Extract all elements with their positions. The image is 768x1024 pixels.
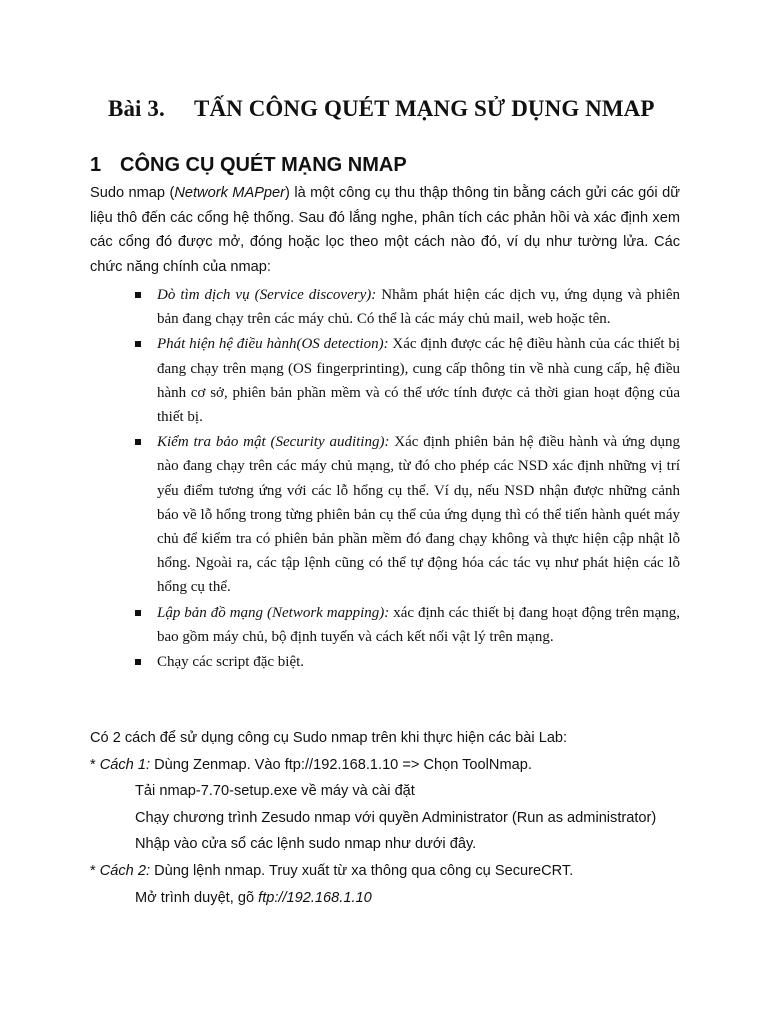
intro-text-1: Sudo nmap ( — [90, 185, 175, 201]
square-bullet-icon — [135, 292, 141, 298]
square-bullet-icon — [135, 439, 141, 445]
method-1-prefix: * — [90, 756, 100, 773]
list-item-text: Chạy các script đặc biệt. — [157, 654, 305, 671]
method-1-step: Nhập vào cửa sổ các lệnh sudo nmap như dưới đây. — [135, 836, 477, 853]
intro-paragraph — [90, 181, 680, 279]
section-title: CÔNG CỤ QUÉT MẠNG NMAP — [120, 154, 407, 176]
method-1-step: Chạy chương trình Zesudo nmap với quyền Administrator (Run as administrator) — [135, 809, 657, 826]
list-item — [0, 283, 680, 331]
lesson-title-text: TẤN CÔNG QUÉT MẠNG SỬ DỤNG NMAP — [194, 96, 655, 121]
list-item — [0, 650, 680, 674]
lesson-number: Bài 3. — [108, 96, 165, 121]
list-item — [0, 332, 680, 429]
intro-text-2: ) là một công cụ thu thập thông tin bằng cách gửi các gói dữ liệu thô đến các cổng hệ thống. Sau đó lắng nghe, phân tích các phản hồi và xác định xem các cổng đó được mở, đóng hoặc lọc theo một cách nào đó, ví dụ như tường lửa. Các chức năng chính của nmap: — [90, 185, 680, 275]
method-2 — [90, 858, 710, 885]
list-item-term: Lập bản đồ mạng (Network mapping): — [157, 604, 390, 621]
usage-section — [90, 725, 710, 911]
method-1-step: Tải nmap-7.70-setup.exe về máy và cài đặt — [135, 783, 415, 800]
list-item-term: Dò tìm dịch vụ (Service discovery): — [157, 287, 377, 303]
list-item-text: Xác định phiên bản hệ điều hành và ứng dụng nào đang chạy trên các máy chủ mạng, từ đó cho phép các NSD xác định những vị trí yếu điểm tương ứng với các lỗ hổng cụ thể. Ví dụ, nếu NSD nhận được những cảnh báo về lỗ hổng trong từng phiên bản cụ thể của ứng dụng thì có thể tiến hành quét máy chủ để kiểm tra có phiên bản phần mềm đó đang chạy không và thực hiện cập nhật lỗ hổng. Ngoài ra, các tập lệnh cũng có thể tự động hóa các tác vụ như phát hiện các lỗ hổng cụ thể. — [157, 434, 680, 596]
usage-intro: Có 2 cách để sử dụng công cụ Sudo nmap trên khi thực hiện các bài Lab: — [90, 730, 568, 746]
intro-italic-term: Network MAPper — [174, 185, 286, 201]
list-item-text: Nhằm phát hiện các dịch vụ, ứng dụng và phiên bản đang chạy trên các máy chủ. Có thể là các máy chủ mail, web hoặc tên. — [157, 287, 680, 328]
method-2-label: Cách 2: — [99, 862, 151, 879]
method-2-text: Dùng lệnh nmap. Truy xuất từ xa thông qua công cụ SecureCRT. — [150, 862, 574, 879]
method-1-text: Dùng Zenmap. Vào ftp://192.168.1.10 => Chọn ToolNmap. — [150, 756, 532, 773]
section-heading — [90, 154, 407, 177]
lesson-title — [108, 96, 655, 122]
list-item — [0, 601, 680, 649]
square-bullet-icon — [135, 659, 141, 665]
list-item-text: xác định các thiết bị đang hoạt động trên mạng, bao gồm máy chủ, bộ định tuyến và cách kết nối vật lý trên mạng. — [157, 604, 680, 645]
list-item-term: Kiểm tra bảo mật (Security auditing): — [157, 434, 390, 451]
square-bullet-icon — [135, 341, 141, 347]
feature-list — [0, 283, 768, 675]
list-item — [0, 430, 680, 599]
method-1 — [90, 752, 710, 779]
method-2-step — [90, 885, 710, 912]
section-number: 1 — [90, 154, 102, 176]
method-2-step-text: Mở trình duyệt, gõ — [135, 889, 259, 906]
ftp-address: ftp://192.168.1.10 — [258, 889, 372, 906]
square-bullet-icon — [135, 610, 141, 616]
list-item-term: Phát hiện hệ điều hành(OS detection): — [157, 336, 389, 353]
list-item-text: Xác định được các hệ điều hành của các thiết bị đang chạy trên mạng (OS fingerprinting), cung cấp thông tin về nhà cung cấp, hệ điều hành cơ sở, phiên bản phần mềm và có thể ước tính được cả thời gian hoạt động của thiết bị. — [157, 336, 681, 426]
method-1-label: Cách 1: — [99, 756, 151, 773]
method-2-prefix: * — [90, 862, 100, 879]
